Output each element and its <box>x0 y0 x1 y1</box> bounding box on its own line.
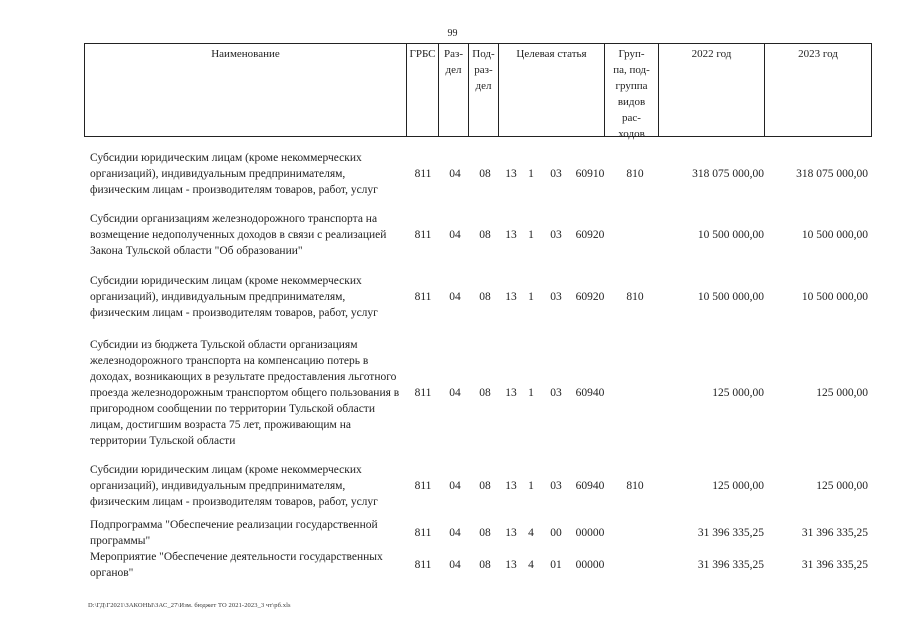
cell-grbs: 811 <box>414 527 432 539</box>
table-header <box>84 43 872 140</box>
cell-c1: 13 <box>505 387 517 399</box>
cell-grbs: 811 <box>414 291 432 303</box>
header-name: Наименование <box>85 44 407 136</box>
cell-y2022: 318 075 000,00 <box>692 168 764 180</box>
cell-y2023: 31 396 335,25 <box>801 527 868 539</box>
cell-y2023: 125 000,00 <box>816 480 868 492</box>
cell-rz: 04 <box>449 527 461 539</box>
cell-y2022: 10 500 000,00 <box>697 291 764 303</box>
cell-c3: 03 <box>550 168 562 180</box>
header-2023: 2023 год <box>798 48 838 60</box>
cell-y2023: 318 075 000,00 <box>796 168 868 180</box>
cell-c3: 03 <box>550 229 562 241</box>
cell-y2022: 31 396 335,25 <box>697 527 764 539</box>
row-name: Мероприятие "Обеспечение деятельности государственных органов" <box>90 551 383 579</box>
cell-c4: 60910 <box>575 168 605 180</box>
row-name: Субсидии из бюджета Тульской области организациям железнодорожного транспорта на компенсацию потерь в доходах, возникающих в результате предоставления льготного проезда железнодорожным транспортом общего пользования в пригородном сообщении по территории Тульской области лицам, достигшим возраста 75 лет, проживающим на территории Тульской области <box>90 339 400 447</box>
cell-vr: 810 <box>626 291 644 303</box>
cell-rz: 04 <box>449 480 461 492</box>
row-name: Субсидии юридическим лицам (кроме некоммерческих организаций), индивидуальным предпринимателям, физическим лицам - производителям товаров, работ, услуг <box>90 152 378 196</box>
cell-c3: 00 <box>550 527 562 539</box>
cell-pr: 08 <box>479 559 491 571</box>
cell-c2: 1 <box>528 480 534 492</box>
cell-c3: 01 <box>550 559 562 571</box>
row-name: Субсидии организациям железнодорожного транспорта на возмещение недополученных доходов в связи с реализацией Закона Тульской области "Об образовании" <box>90 213 387 257</box>
row-name: Субсидии юридическим лицам (кроме некоммерческих организаций), индивидуальным предпринимателям, физическим лицам - производителям товаров, работ, услуг <box>90 275 378 319</box>
cell-c2: 1 <box>528 387 534 399</box>
cell-y2023: 31 396 335,25 <box>801 559 868 571</box>
cell-c4: 60920 <box>575 229 605 241</box>
cell-c4: 60940 <box>575 387 605 399</box>
cell-y2022: 125 000,00 <box>712 480 764 492</box>
cell-grbs: 811 <box>414 559 432 571</box>
page-number: 99 <box>447 28 458 39</box>
cell-pr: 08 <box>479 229 491 241</box>
cell-c4: 60920 <box>575 291 605 303</box>
cell-rz: 04 <box>449 229 461 241</box>
cell-c1: 13 <box>505 229 517 241</box>
cell-grbs: 811 <box>414 480 432 492</box>
cell-vr: 810 <box>626 168 644 180</box>
header-group: Груп- па, под- группа видов рас- ходов <box>605 44 659 136</box>
cell-y2022: 31 396 335,25 <box>697 559 764 571</box>
cell-pr: 08 <box>479 168 491 180</box>
cell-vr: 810 <box>626 480 644 492</box>
cell-pr: 08 <box>479 480 491 492</box>
cell-c3: 03 <box>550 480 562 492</box>
cell-y2022: 125 000,00 <box>712 387 764 399</box>
cell-rz: 04 <box>449 559 461 571</box>
header-podrazdel: Под- раз- дел <box>469 44 499 136</box>
cell-c4: 60940 <box>575 480 605 492</box>
row-name: Подпрограмма "Обеспечение реализации государственной программы" <box>90 519 378 547</box>
cell-c2: 4 <box>528 559 534 571</box>
cell-c1: 13 <box>505 480 517 492</box>
cell-rz: 04 <box>449 291 461 303</box>
cell-c4: 00000 <box>575 527 605 539</box>
cell-c3: 03 <box>550 387 562 399</box>
file-path-footer: D:\ГД\Г2021\ЗАКОНЫ\ЗАС_27\Изм. бюджет ТО 2021-2023_3 чт\рб.xls <box>88 602 291 609</box>
header-target: Целевая статья <box>499 44 605 136</box>
cell-c3: 03 <box>550 291 562 303</box>
cell-y2022: 10 500 000,00 <box>697 229 764 241</box>
cell-y2023: 10 500 000,00 <box>801 291 868 303</box>
cell-c2: 1 <box>528 168 534 180</box>
cell-pr: 08 <box>479 387 491 399</box>
cell-grbs: 811 <box>414 229 432 241</box>
cell-c1: 13 <box>505 559 517 571</box>
cell-c1: 13 <box>505 291 517 303</box>
header-grbs: ГРБС <box>407 44 439 136</box>
cell-rz: 04 <box>449 387 461 399</box>
cell-pr: 08 <box>479 527 491 539</box>
cell-c2: 1 <box>528 291 534 303</box>
header-2022: 2022 год <box>659 44 765 136</box>
cell-c1: 13 <box>505 168 517 180</box>
cell-c1: 13 <box>505 527 517 539</box>
cell-c4: 00000 <box>575 559 605 571</box>
cell-y2023: 125 000,00 <box>816 387 868 399</box>
cell-grbs: 811 <box>414 387 432 399</box>
row-name: Субсидии юридическим лицам (кроме некоммерческих организаций), индивидуальным предпринимателям, физическим лицам - производителям товаров, работ, услуг <box>90 464 378 508</box>
cell-grbs: 811 <box>414 168 432 180</box>
cell-pr: 08 <box>479 291 491 303</box>
cell-c2: 1 <box>528 229 534 241</box>
cell-rz: 04 <box>449 168 461 180</box>
header-razdel: Раз- дел <box>439 44 469 136</box>
cell-y2023: 10 500 000,00 <box>801 229 868 241</box>
cell-c2: 4 <box>528 527 534 539</box>
